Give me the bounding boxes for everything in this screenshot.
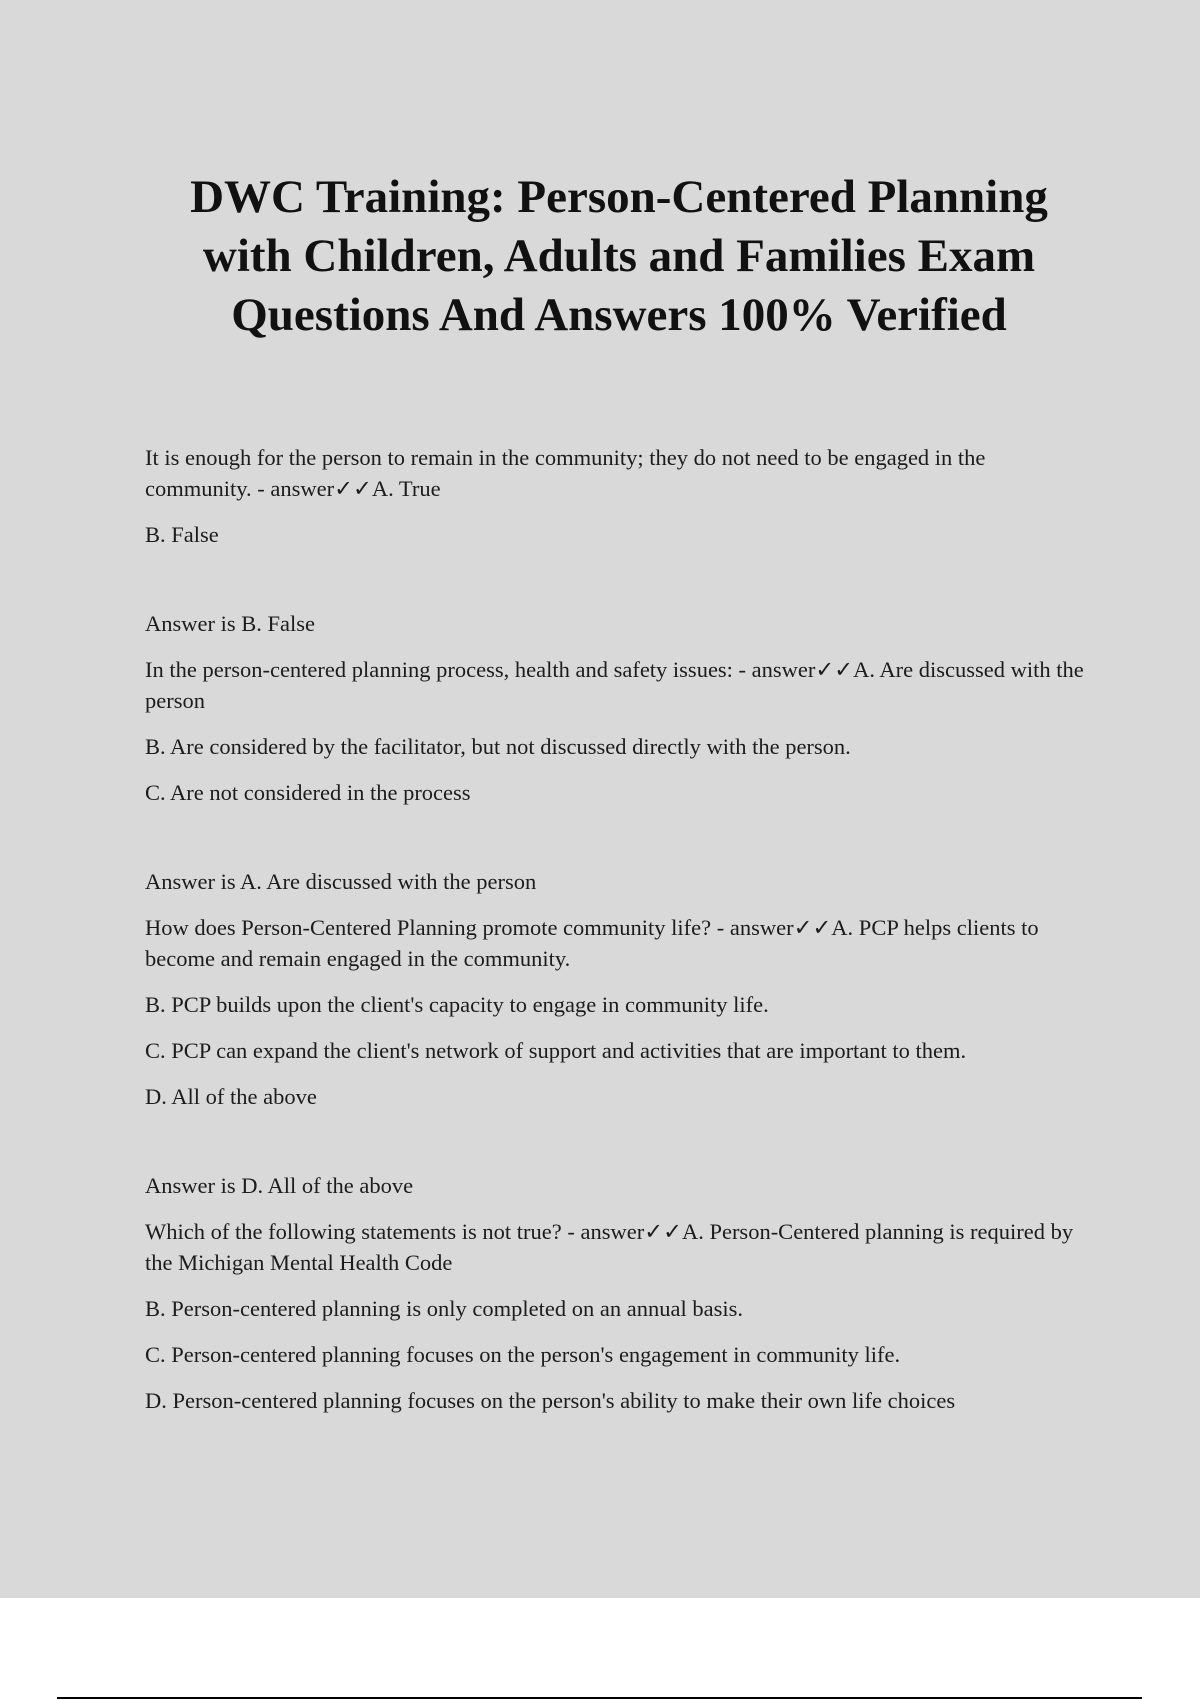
question-2-answer: Answer is A. Are discussed with the person [145, 869, 537, 894]
question-4-option-d: D. Person-centered planning focuses on the person's ability to make their own life choices [145, 1388, 956, 1413]
document-title: DWC Training: Person-Centered Planning with Children, Adults and Families Exam Questions And Answers 100% Verified [190, 171, 1048, 341]
question-2-option-c: C. Are not considered in the process [145, 780, 471, 805]
question-3-option-b: B. PCP builds upon the client's capacity to engage in community life. [145, 992, 769, 1017]
question-1-option-b: B. False [145, 522, 219, 547]
question-4-option-b: B. Person-centered planning is only completed on an annual basis. [145, 1296, 743, 1321]
question-3-option-c: C. PCP can expand the client's network of support and activities that are important to them. [145, 1038, 967, 1063]
question-1-text: It is enough for the person to remain in the community; they do not need to be engaged in the community. - answer✓✓A. True [145, 445, 986, 501]
question-4-text: Which of the following statements is not true? - answer✓✓A. Person-Centered planning is required by the Michigan Mental Health Code [145, 1219, 1074, 1275]
question-3-option-d: D. All of the above [145, 1084, 317, 1109]
question-2-text: In the person-centered planning process, health and safety issues: - answer✓✓A. Are discussed with the person [145, 657, 1084, 713]
question-4-option-c: C. Person-centered planning focuses on the person's engagement in community life. [145, 1342, 901, 1367]
question-3-answer: Answer is D. All of the above [145, 1173, 414, 1198]
footer-divider [57, 1697, 1142, 1699]
question-1-answer: Answer is B. False [145, 611, 315, 636]
document-body [145, 442, 1090, 1431]
question-3-text: How does Person-Centered Planning promote community life? - answer✓✓A. PCP helps clients to become and remain engaged in the community. [145, 915, 1039, 971]
question-2-option-b: B. Are considered by the facilitator, but not discussed directly with the person. [145, 734, 851, 759]
